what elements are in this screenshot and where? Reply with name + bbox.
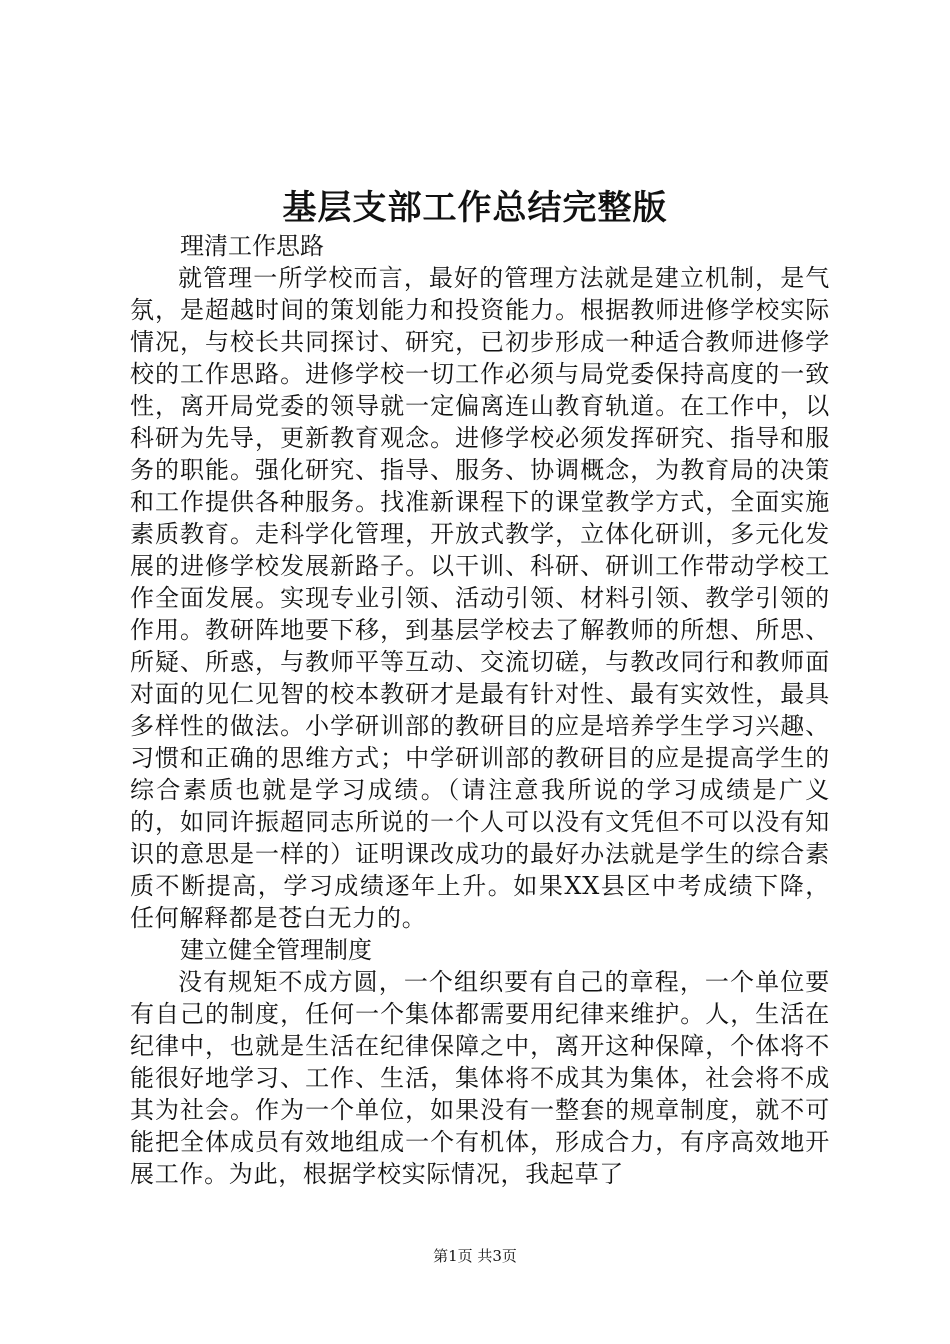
document-title: 基层支部工作总结完整版 <box>282 188 668 228</box>
section-heading-1: 理清工作思路 <box>180 232 324 260</box>
page-footer: 第1页 共3页 <box>433 1247 517 1265</box>
section-paragraph-1: 就管理一所学校而言，最好的管理方法就是建立机制，是气氛，是超越时间的策划能力和投资能力。根据教师进修学校实际情况，与校长共同探讨、研究，已初步形成一种适合教师进修学校的工作思路。进修学校一切工作必须与局党委保持高度的一致性，离开局党委的领导就一定偏离连山教育轨道。在工作中，以科研为先导，更新教育观念。进修学校必须发挥研究、指导和服务的职能。强化研究、指导、服务、协调概念，为教育局的决策和工作提供各种服务。找准新课程下的课堂教学方式，全面实施素质教育。走科学化管理，开放式教学，立体化研训，多元化发展的进修学校发展新路子。以干训、科研、研训工作带动学校工作全面发展。实现专业引领、活动引领、材料引领、教学引领的作用。教研阵地要下移，到基层学校去了解教师的所想、所思、所疑、所惑，与教师平等互动、交流切磋，与教改同行和教师面对面的见仁见智的校本教研才是最有针对性、最有实效性，最具多样性的做法。小学研训部的教研目的应是培养学生学习兴趣、习惯和正确的思维方式；中学研训部的教研目的应是提高学生的综合素质也就是学习成绩。（请注意我所说的学习成绩是广义的，如同许振超同志所说的一个人可以没有文凭但不可以没有知识的意思是一样的）证明课改成功的最好办法就是学生的综合素质不断提高，学习成绩逐年上升。如果XX县区中考成绩下降，任何解释都是苍白无力的。 <box>130 264 830 932</box>
section-paragraph-2: 没有规矩不成方圆，一个组织要有自己的章程，一个单位要有自己的制度，任何一个集体都需要用纪律来维护。人，生活在纪律中，也就是生活在纪律保障之中，离开这种保障，个体将不能很好地学习、工作、生活，集体将不成其为集体，社会将不成其为社会。作为一个单位，如果没有一整套的规章制度，就不可能把全体成员有效地组成一个有机体，形成合力，有序高效地开展工作。为此，根据学校实际情况，我起草了 <box>130 968 830 1188</box>
document-body <box>130 230 830 1190</box>
section-heading-2: 建立健全管理制度 <box>180 936 372 964</box>
